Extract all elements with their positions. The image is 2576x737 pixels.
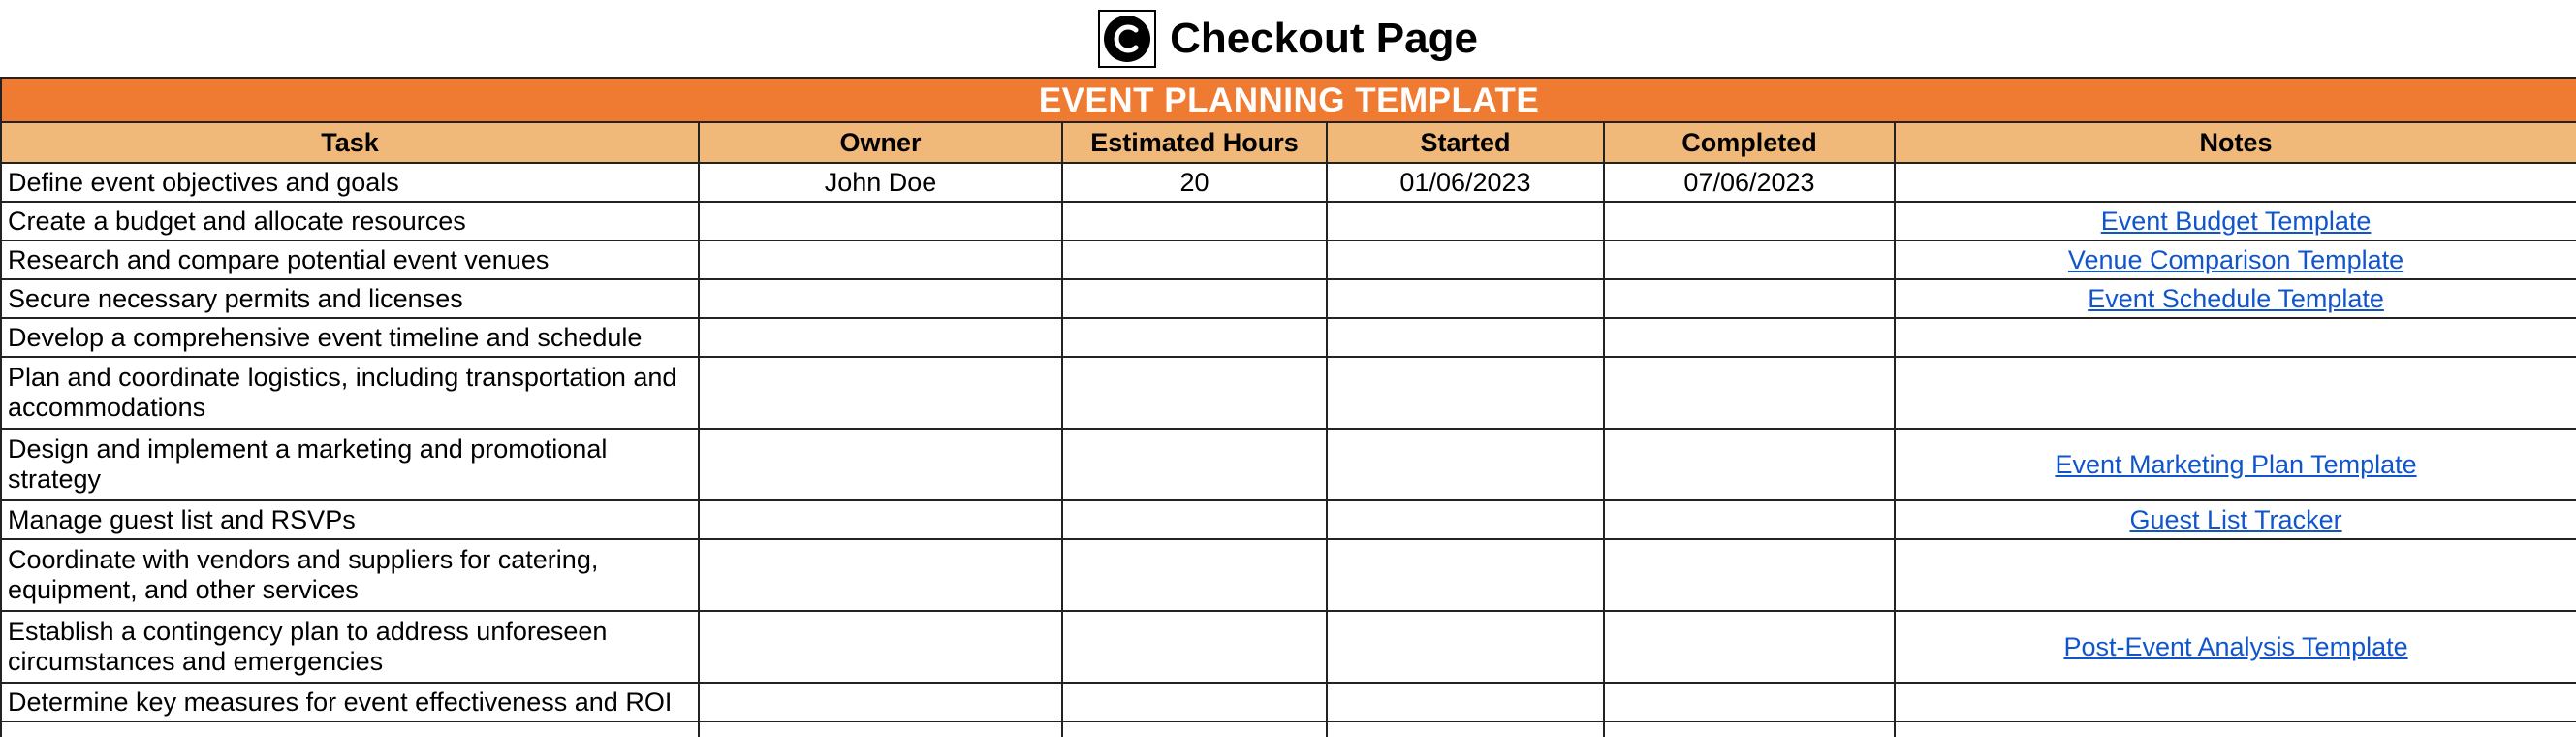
cell-estimated-hours[interactable]: [1062, 429, 1327, 500]
column-header-owner[interactable]: Owner: [699, 122, 1062, 163]
cell-estimated-hours[interactable]: [1062, 318, 1327, 357]
table-row: [1, 163, 2576, 202]
table-row: [1, 202, 2576, 240]
cell-estimated-hours[interactable]: [1062, 279, 1327, 318]
cell-started[interactable]: [1327, 318, 1604, 357]
table-row: [1, 683, 2576, 721]
column-header-started[interactable]: Started: [1327, 122, 1604, 163]
cell-owner[interactable]: [699, 721, 1062, 737]
cell-completed[interactable]: [1604, 357, 1895, 429]
cell-notes[interactable]: [1895, 279, 2576, 318]
cell-completed[interactable]: [1604, 500, 1895, 539]
cell-estimated-hours[interactable]: [1062, 500, 1327, 539]
cell-completed[interactable]: 07/06/2023: [1604, 163, 1895, 202]
cell-task[interactable]: Manage guest list and RSVPs: [1, 500, 699, 539]
cell-started[interactable]: [1327, 721, 1604, 737]
cell-started[interactable]: 01/06/2023: [1327, 163, 1604, 202]
cell-task[interactable]: Determine key measures for event effectiveness and ROI: [1, 683, 699, 721]
cell-completed[interactable]: [1604, 429, 1895, 500]
cell-estimated-hours[interactable]: [1062, 683, 1327, 721]
cell-owner[interactable]: [699, 429, 1062, 500]
template-link[interactable]: Guest List Tracker: [2129, 504, 2342, 534]
cell-completed[interactable]: [1604, 318, 1895, 357]
page-title: Checkout Page: [1170, 14, 1478, 62]
table-row: [1, 279, 2576, 318]
table-row: [1, 539, 2576, 611]
cell-notes[interactable]: [1895, 683, 2576, 721]
cell-notes[interactable]: [1895, 202, 2576, 240]
cell-owner[interactable]: [699, 318, 1062, 357]
template-link[interactable]: Event Schedule Template: [2088, 283, 2384, 313]
cell-started[interactable]: [1327, 500, 1604, 539]
column-header-row: [1, 122, 2576, 163]
cell-estimated-hours[interactable]: 20: [1062, 163, 1327, 202]
cell-completed[interactable]: [1604, 539, 1895, 611]
cell-notes[interactable]: [1895, 318, 2576, 357]
cell-estimated-hours[interactable]: [1062, 357, 1327, 429]
cell-task[interactable]: Plan and coordinate logistics, including transportation and accommodations: [1, 357, 699, 429]
cell-owner[interactable]: [699, 500, 1062, 539]
cell-completed[interactable]: [1604, 683, 1895, 721]
table-row: [1, 240, 2576, 279]
cell-notes[interactable]: [1895, 429, 2576, 500]
cell-notes[interactable]: [1895, 611, 2576, 683]
column-header-notes[interactable]: Notes: [1895, 122, 2576, 163]
column-header-task[interactable]: Task: [1, 122, 699, 163]
cell-completed[interactable]: [1604, 721, 1895, 737]
cell-started[interactable]: [1327, 357, 1604, 429]
cell-task[interactable]: Research and compare potential event venues: [1, 240, 699, 279]
cell-owner[interactable]: [699, 240, 1062, 279]
cell-started[interactable]: [1327, 683, 1604, 721]
cell-completed[interactable]: [1604, 202, 1895, 240]
cell-owner[interactable]: [699, 539, 1062, 611]
cell-estimated-hours[interactable]: [1062, 721, 1327, 737]
cell-notes[interactable]: [1895, 163, 2576, 202]
event-planning-table: [0, 77, 2576, 737]
cell-completed[interactable]: [1604, 279, 1895, 318]
cell-notes[interactable]: [1895, 721, 2576, 737]
cell-started[interactable]: [1327, 279, 1604, 318]
cell-started[interactable]: [1327, 429, 1604, 500]
cell-estimated-hours[interactable]: [1062, 202, 1327, 240]
table-row: [1, 500, 2576, 539]
template-link[interactable]: Post-Event Analysis Template: [2063, 631, 2408, 661]
cell-completed[interactable]: [1604, 611, 1895, 683]
table-row: [1, 318, 2576, 357]
cell-notes[interactable]: [1895, 357, 2576, 429]
cell-notes[interactable]: [1895, 500, 2576, 539]
cell-started[interactable]: [1327, 611, 1604, 683]
cell-owner[interactable]: [699, 279, 1062, 318]
cell-estimated-hours[interactable]: [1062, 539, 1327, 611]
cell-started[interactable]: [1327, 202, 1604, 240]
cell-started[interactable]: [1327, 240, 1604, 279]
template-link[interactable]: Event Marketing Plan Template: [2055, 449, 2417, 479]
cell-owner[interactable]: [699, 683, 1062, 721]
cell-estimated-hours[interactable]: [1062, 240, 1327, 279]
template-link[interactable]: Event Budget Template: [2100, 206, 2372, 236]
cell-task[interactable]: Secure necessary permits and licenses: [1, 279, 699, 318]
template-banner: EVENT PLANNING TEMPLATE: [1, 78, 2576, 122]
cell-completed[interactable]: [1604, 240, 1895, 279]
c-circle-logo-icon: [1098, 10, 1156, 68]
table-row: [1, 429, 2576, 500]
cell-owner[interactable]: [699, 611, 1062, 683]
cell-task[interactable]: Coordinate with vendors and suppliers for catering, equipment, and other services: [1, 539, 699, 611]
cell-task[interactable]: Develop a comprehensive event timeline and schedule: [1, 318, 699, 357]
cell-estimated-hours[interactable]: [1062, 611, 1327, 683]
column-header-completed[interactable]: Completed: [1604, 122, 1895, 163]
column-header-estimated-hours[interactable]: Estimated Hours: [1062, 122, 1327, 163]
cell-task[interactable]: Define event objectives and goals: [1, 163, 699, 202]
cell-notes[interactable]: [1895, 240, 2576, 279]
table-body: [1, 163, 2576, 737]
table-row: [1, 611, 2576, 683]
cell-task[interactable]: Design and implement a marketing and promotional strategy: [1, 429, 699, 500]
cell-owner[interactable]: [699, 357, 1062, 429]
cell-task[interactable]: Establish a contingency plan to address unforeseen circumstances and emergencies: [1, 611, 699, 683]
page-header: [0, 0, 2576, 77]
table-row: [1, 357, 2576, 429]
cell-owner[interactable]: [699, 202, 1062, 240]
cell-started[interactable]: [1327, 539, 1604, 611]
template-link[interactable]: Venue Comparison Template: [2067, 244, 2404, 274]
cell-owner[interactable]: John Doe: [699, 163, 1062, 202]
cell-notes[interactable]: [1895, 539, 2576, 611]
cell-task[interactable]: [1, 721, 699, 737]
table-row: [1, 721, 2576, 737]
cell-task[interactable]: Create a budget and allocate resources: [1, 202, 699, 240]
